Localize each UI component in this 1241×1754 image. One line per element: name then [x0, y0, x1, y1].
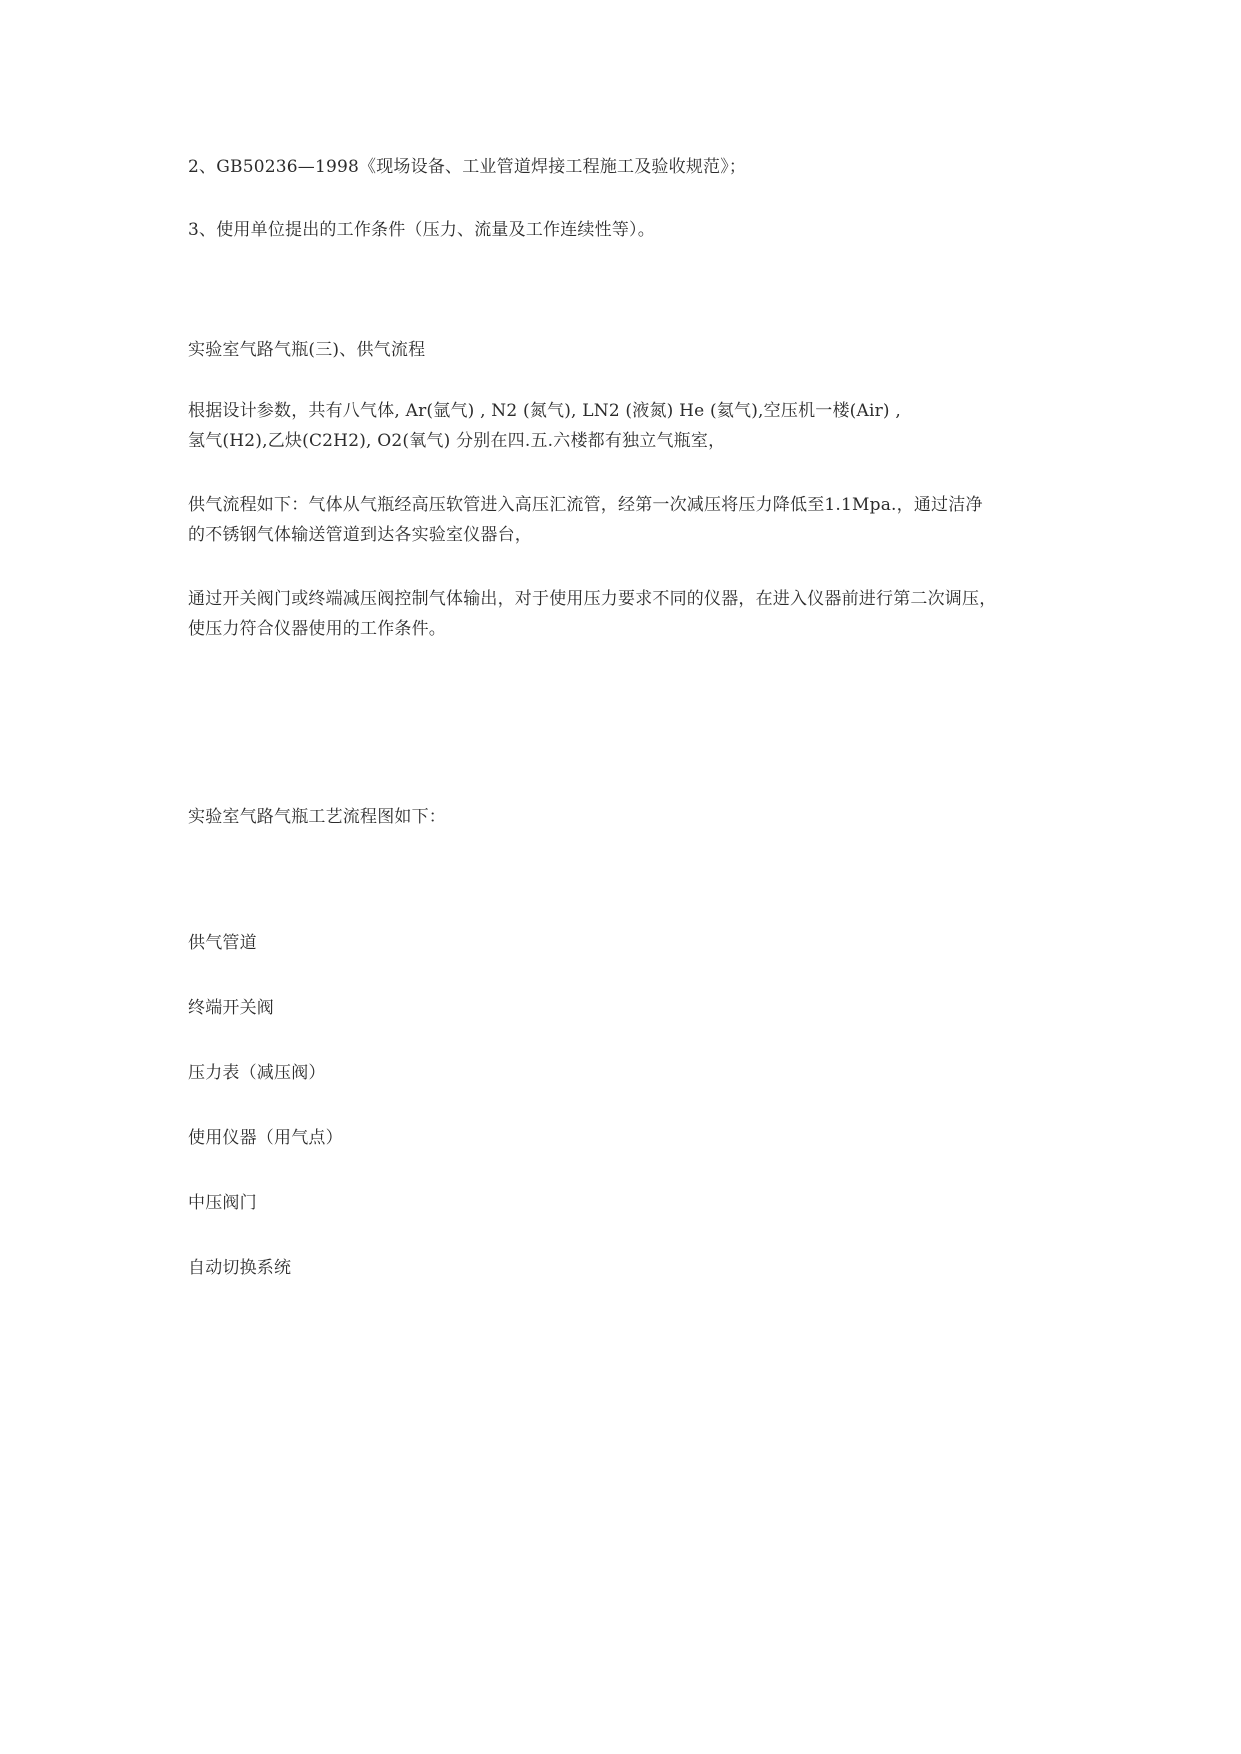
design-parameters-line-2: 氢气(H2),乙炔(C2H2), O2(氧气) 分别在四.五.六楼都有独立气瓶室， — [188, 431, 726, 451]
flow-item-terminal-switch-valve: 终端开关阀 — [188, 998, 274, 1018]
flow-item-medium-pressure-valve: 中压阀门 — [188, 1193, 257, 1213]
flow-item-auto-switch-system: 自动切换系统 — [188, 1258, 292, 1278]
flow-item-supply-pipeline: 供气管道 — [188, 933, 257, 953]
diagram-intro: 实验室气路气瓶工艺流程图如下： — [188, 807, 446, 827]
design-parameters-line-1: 根据设计参数，共有八气体, Ar(氩气) , N2 (氮气), LN2 (液氮) He (氦气),空压机一楼(Air) , — [188, 401, 901, 421]
supply-flow-paragraph — [188, 490, 1068, 550]
standard-reference-3: 3、使用单位提出的工作条件（压力、流量及工作连续性等）。 — [188, 220, 655, 240]
pressure-control-line-2: 使压力符合仪器使用的工作条件。 — [188, 619, 446, 639]
section-title: 实验室气路气瓶(三)、供气流程 — [188, 340, 426, 360]
standard-reference-2: 2、GB50236—1998《现场设备、工业管道焊接工程施工及验收规范》； — [188, 157, 747, 177]
flow-item-pressure-gauge: 压力表（减压阀） — [188, 1063, 326, 1083]
supply-flow-line-1: 供气流程如下：气体从气瓶经高压软管进入高压汇流管，经第一次减压将压力降低至1.1Mpa.，通过洁净 — [188, 495, 983, 515]
design-parameters-paragraph — [188, 396, 1068, 456]
flow-item-instrument: 使用仪器（用气点） — [188, 1128, 343, 1148]
pressure-control-line-1: 通过开关阀门或终端减压阀控制气体输出，对于使用压力要求不同的仪器，在进入仪器前进行第二次调压， — [188, 589, 997, 609]
pressure-control-paragraph — [188, 584, 1068, 644]
supply-flow-line-2: 的不锈钢气体输送管道到达各实验室仪器台， — [188, 525, 532, 545]
